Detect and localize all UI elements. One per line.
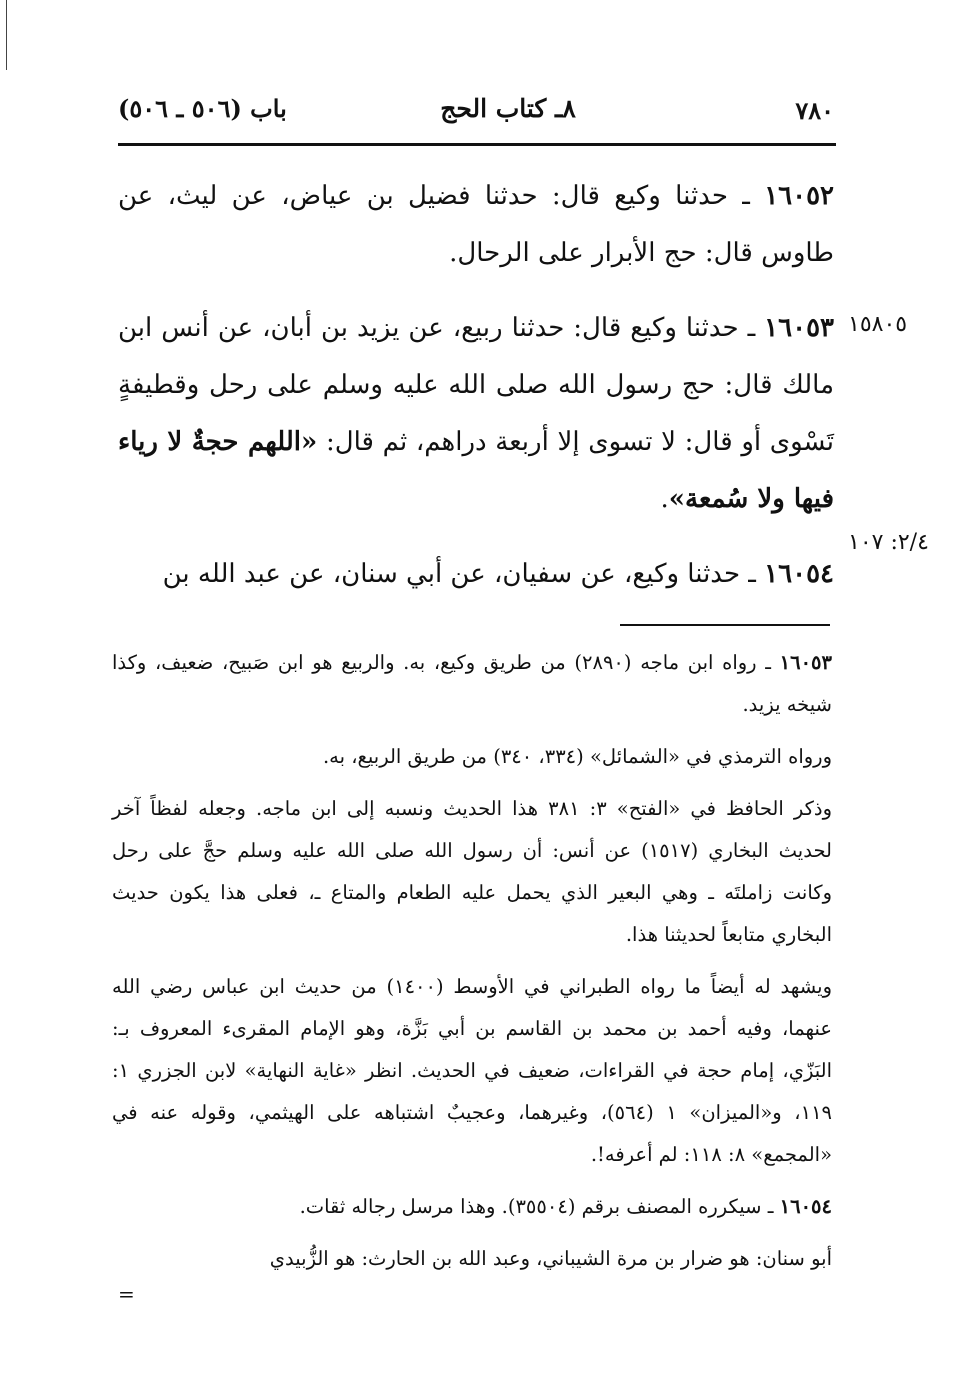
footnote-text: أبو سنان: هو ضرار بن مرة الشيباني، وعبد الله بن الحارث: هو الزُّبيدي	[269, 1247, 832, 1270]
footnote-text: ـ رواه ابن ماجه (٢٨٩٠) من طريق وكيع، به. والربيع هو ابن صَبيح، ضعيف، وكذا شيخه يزيد.	[112, 651, 832, 716]
hadith-text: ـ حدثنا وكيع، عن سفيان، عن أبي سنان، عن عبد الله بن	[162, 559, 756, 589]
hadith-quote: «اللهم حجةٌ لا رياء فيها ولا سُمعة»	[118, 427, 834, 514]
margin-reference-1: ١٥٨٠٥	[848, 312, 908, 337]
hadith-number: ١٦٠٥٤	[764, 559, 834, 589]
page-edge-line	[6, 0, 7, 70]
book-title: ٨ـ كتاب الحج	[440, 94, 576, 123]
continuation-mark: =	[118, 1282, 135, 1306]
hadith-number: ١٦٠٥٣	[764, 313, 834, 343]
hadith-paragraph	[118, 546, 834, 603]
footnote-separator	[620, 624, 830, 626]
footnote	[112, 1186, 832, 1228]
hadith-paragraph	[118, 300, 834, 528]
page-number: ٧٨٠	[795, 96, 834, 125]
hadith-paragraph	[118, 168, 834, 282]
hadith-number: ١٦٠٥٢	[764, 181, 835, 211]
main-text	[118, 168, 834, 621]
footnote	[112, 736, 832, 778]
page-header	[118, 88, 838, 128]
chapter-heading: باب (٥٠٦ ـ ٥٠٦)	[118, 94, 287, 123]
footnote-number: ١٦٠٥٤	[779, 1195, 832, 1218]
footnotes	[112, 642, 832, 1290]
footnote	[112, 966, 832, 1176]
footnote-text: ويشهد له أيضاً ما رواه الطبراني في الأوسط (١٤٠٠) من حديث ابن عباس رضي الله عنهما، وفيه أحمد بن محمد بن القاسم بن أبي بَزَّة، وهو الإمام المقرىء المعروف بـ: البَزّي، إمام حجة في القراءات، ضعيف في الحديث. انظر «غاية النهاية» لابن الجزري ١: ١١٩، و«الميزان» ١ (٥٦٤)، وغيرهما، وعجيبٌ اشتباهه على الهيثمي، وقوله عنه في «المجمع» ٨: ١١٨: لم أعرفه!.	[112, 975, 833, 1166]
footnote	[112, 1238, 832, 1280]
header-rule	[118, 143, 836, 146]
footnote-number: ١٦٠٥٣	[779, 651, 832, 674]
footnote-text: ورواه الترمذي في «الشمائل» (٣٣٤، ٣٤٠) من طريق الربيع، به.	[322, 745, 832, 768]
hadith-text: ـ حدثنا وكيع قال: حدثنا ربيع، عن يزيد بن أبان، عن أنس ابن مالك قال: حج رسول الله صلى الله عليه وسلم على رحل وقطيفةٍ تَسْوى أو قال: لا تسوى إلا أربعة دراهم، ثم قال:	[118, 313, 834, 457]
hadith-text: ـ حدثنا وكيع قال: حدثنا فضيل بن عياض، عن ليث، عن طاوس قال: حج الأبرار على الرحال.	[118, 181, 834, 268]
footnote	[112, 788, 832, 956]
footnote	[112, 642, 832, 726]
footnote-text: وذكر الحافظ في «الفتح» ٣: ٣٨١ هذا الحديث ونسبه إلى ابن ماجه. وجعله لفظاً آخر لحديث البخاري (١٥١٧) عن أنس: أن رسول الله صلى الله عليه وسلم حجَّ على رحل وكانت زاملتَه ـ وهي البعير الذي يحمل عليه الطعام والمتاع ـ، فعلى هذا يكون حديث البخاري متابعاً لحديثنا هذا.	[112, 797, 832, 946]
footnote-text: ـ سيكرره المصنف برقم (٣٥٥٠٤). وهذا مرسل رجاله ثقات.	[299, 1195, 774, 1218]
margin-reference-2: ٢/٤: ١٠٧	[848, 530, 929, 555]
hadith-end: .	[660, 484, 669, 514]
